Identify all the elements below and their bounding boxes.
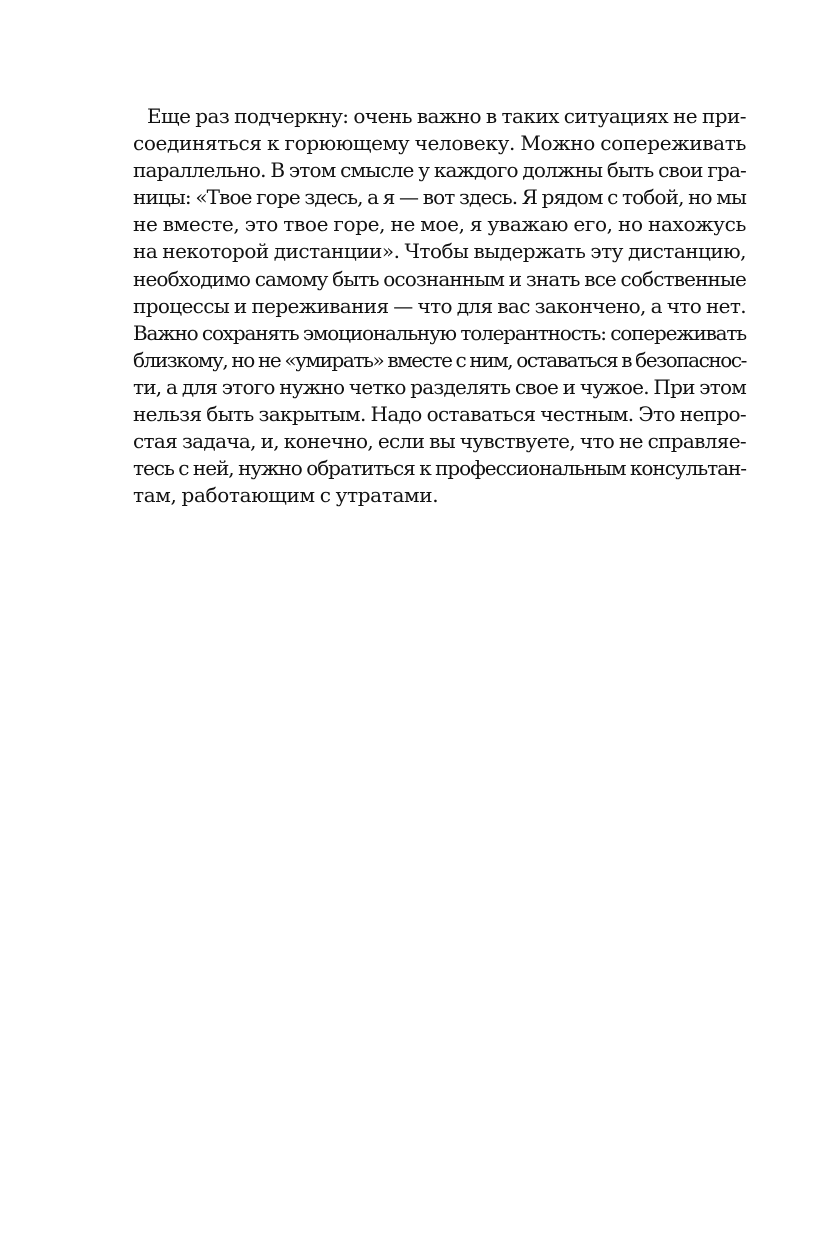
paragraph-line-7: необходимо самому быть осознанным и знать все собственные xyxy=(133,266,746,291)
paragraph-line-1: Еще раз подчеркну: очень важно в таких ситуациях не при- xyxy=(147,104,746,128)
paragraph-line-2: соединяться к горюющему человеку. Можно сопереживать xyxy=(133,131,746,156)
paragraph-line-4: ницы: «Твое горе здесь, а я — вот здесь. Я рядом с тобой, но мы xyxy=(133,185,746,210)
paragraph-line-14: тесь с ней, нужно обратиться к профессиональным консультан- xyxy=(133,456,746,481)
paragraph-line-11: ти, а для этого нужно четко разделять свое и чужое. При этом xyxy=(133,374,746,399)
paragraph-line-13: стая задача, и, конечно, если вы чувствуете, что не справляе- xyxy=(133,429,746,454)
body-paragraph xyxy=(133,103,746,509)
paragraph-line-6: на некоторой дистанции». Чтобы выдержать эту дистанцию, xyxy=(133,239,746,264)
paragraph-line-12: нельзя быть закрытым. Надо оставаться честным. Это непро- xyxy=(133,402,746,427)
paragraph-line-10: близкому, но не «умирать» вместе с ним, оставаться в безопаснос- xyxy=(133,347,746,372)
paragraph-line-3: параллельно. В этом смысле у каждого должны быть свои гра- xyxy=(133,158,746,183)
paragraph-line-9: Важно сохранять эмоциональную толерантность: сопереживать xyxy=(133,320,746,345)
paragraph-line-5: не вместе, это твое горе, не мое, я уважаю его, но нахожусь xyxy=(133,212,746,237)
paragraph-line-8: процессы и переживания — что для вас закончено, а что нет. xyxy=(133,293,746,318)
paragraph-line-15: там, работающим с утратами. xyxy=(133,483,439,508)
